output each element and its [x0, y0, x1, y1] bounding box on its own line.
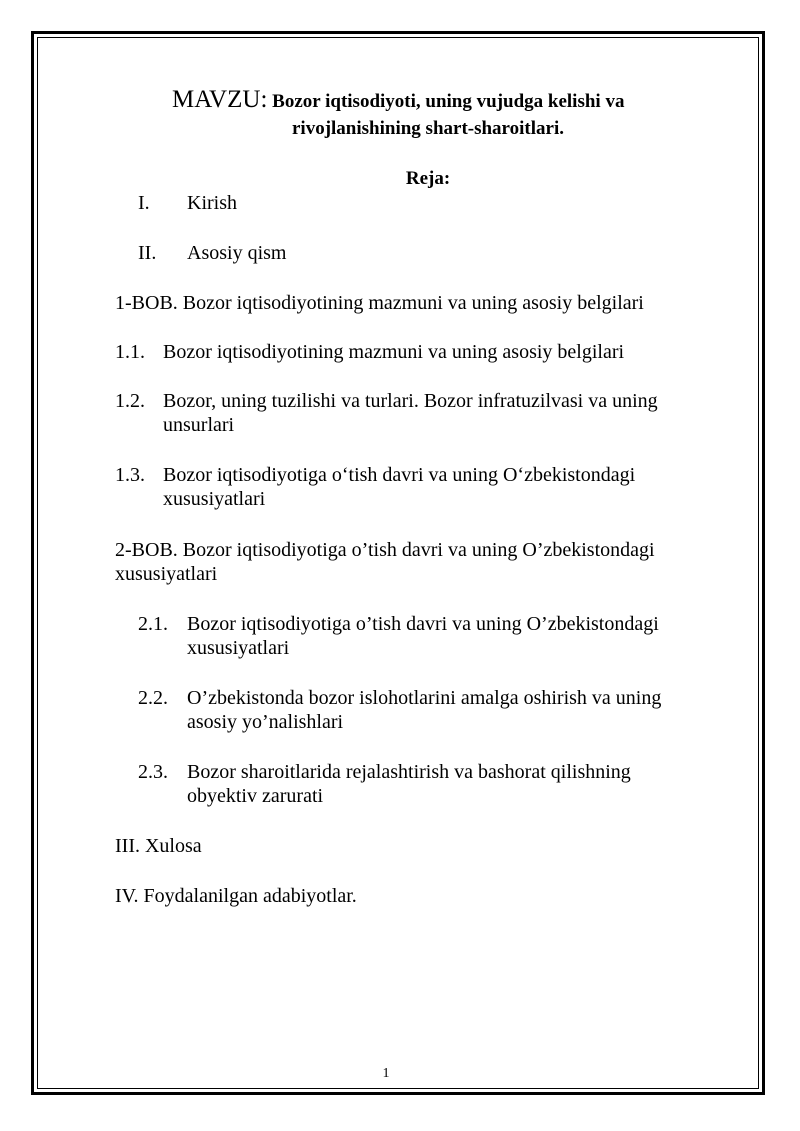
plan-item-text-continued: xususiyatlari	[163, 488, 266, 510]
chapter-2-heading: 2-BOB. Bozor iqtisodiyotiga o’tish davri va uning O’zbekistondagi	[115, 539, 655, 561]
plan-item-text: Bozor iqtisodiyotining mazmuni va uning asosiy belgilari	[163, 341, 625, 363]
plan-item-text: Kirish	[187, 192, 237, 214]
plan-item-text-continued: asosiy yo’nalishlari	[187, 711, 344, 733]
plan-item-number: 2.3.	[138, 761, 168, 783]
title-colon: :	[260, 86, 268, 113]
plan-item-text: O’zbekistonda bozor islohotlarini amalga oshirish va uning	[187, 687, 662, 709]
document-title	[172, 86, 624, 114]
plan-item-number: 2.1.	[138, 613, 168, 635]
plan-item-text: Asosiy qism	[187, 242, 287, 264]
page-number: 1	[382, 1066, 390, 1081]
title-line-2: rivojlanishining shart-sharoitlari.	[291, 118, 564, 139]
conclusion-item: III. Xulosa	[115, 835, 202, 857]
plan-item-text: Bozor sharoitlarida rejalashtirish va bashorat qilishning	[187, 761, 631, 783]
plan-item-text-continued: unsurlari	[163, 414, 235, 436]
plan-item-text: 1-BOB. Bozor iqtisodiyotining mazmuni va uning asosiy belgilari	[115, 292, 644, 314]
plan-item-text: Bozor iqtisodiyotiga o’tish davri va uning O’zbekistondagi	[187, 613, 659, 635]
chapter-2-heading-continued: xususiyatlari	[115, 563, 218, 585]
plan-item-text-continued: xususiyatlari	[187, 637, 290, 659]
plan-item-text: Bozor, uning tuzilishi va turlari. Bozor infratuzilvasi va uning	[163, 390, 658, 412]
references-item: IV. Foydalanilgan adabiyotlar.	[115, 885, 357, 907]
title-prefix: MAVZU	[172, 86, 261, 113]
plan-item-number: 1.1.	[115, 341, 145, 363]
plan-item-number: I.	[138, 192, 150, 214]
plan-item-text-continued: obyektiv zarurati	[187, 785, 324, 807]
plan-item-number: 1.2.	[115, 390, 145, 412]
plan-item-number: 2.2.	[138, 687, 168, 709]
title-line-1: Bozor iqtisodiyoti, uning vujudga kelishi va	[267, 91, 625, 112]
plan-item-number: 1.3.	[115, 464, 145, 486]
plan-heading: Reja:	[405, 168, 451, 189]
plan-item-text: Bozor iqtisodiyotiga o‘tish davri va uning O‘zbekistondagi	[163, 464, 636, 486]
plan-item-number: II.	[138, 242, 157, 264]
